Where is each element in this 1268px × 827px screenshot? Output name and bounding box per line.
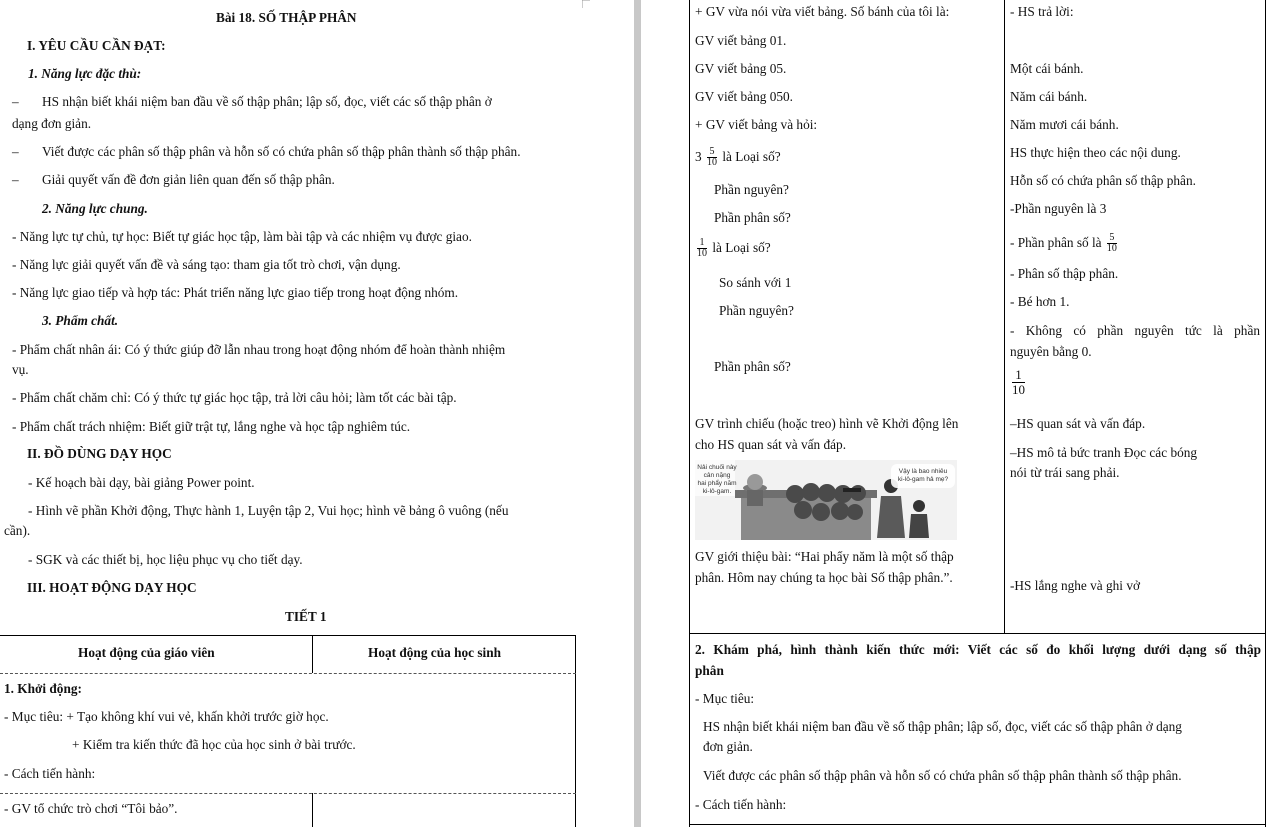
student-response: nguyên bằng 0. [1010,344,1092,359]
teacher-step: + GV viết bảng và hỏi: [695,117,818,132]
fraction-numerator: 1 [697,238,707,249]
section-materials: II. ĐỒ DÙNG DẠY HỌC [27,446,172,461]
material-3: - SGK và các thiết bị, học liệu phục vụ cho tiết dạy. [28,552,303,567]
table-border [0,635,576,636]
warmup-heading: 1. Khởi động: [4,681,82,696]
teacher-present-line-1: GV trình chiếu (hoặc treo) hình vẽ Khởi động lên [695,416,959,431]
teacher-question-label: là Loại số? [722,149,781,164]
discovery-procedure: - Cách tiến hành: [695,797,787,812]
student-describe-line-2: nói từ trái sang phải. [1010,465,1120,480]
teacher-intro-line-1: GV giới thiệu bài: “Hai phẩy năm là một số thập [695,549,954,564]
quality-1: - Phẩm chất nhân ái: Có ý thức giúp đỡ lẫn nhau trong hoạt động nhóm để hoàn thành nhiệm [12,342,506,357]
teacher-step: Phần nguyên? [719,303,794,318]
student-response: - Bé hơn 1. [1010,294,1070,309]
fraction-numerator: 5 [707,147,717,158]
fraction-numerator: 1 [1012,368,1025,383]
table-border [689,824,1266,825]
speech-bubble-text: Vậy là bao nhiêu [898,468,948,475]
period-label: TIẾT 1 [285,609,327,624]
table-column-divider [312,635,313,673]
teacher-step: Phần phân số? [714,359,791,374]
general-competence-1: - Năng lực tự chủ, tự học: Biết tự giác học tập, làm bài tập và các nhiệm vụ được giao. [12,229,472,244]
warmup-objective-1: - Mục tiêu: + Tạo không khí vui vẻ, khấn khởi trước giờ học. [4,709,329,724]
fraction-denominator: 10 [1106,243,1117,255]
fraction-denominator: 10 [1012,382,1025,397]
student-response: - Phân số thập phân. [1010,266,1119,281]
speech-bubble-text: ki-lô-gam hả mẹ? [897,476,949,483]
speech-bubble-text: Nải chuối này [697,464,737,471]
speech-bubble-left [697,464,737,496]
competence-item-3: Giải quyết vấn đề đơn giản liên quan đến số thập phân. [42,172,335,187]
bullet-dash: – [12,172,19,187]
student-response: Một cái bánh. [1010,61,1084,76]
page-corner-mark [582,0,590,8]
general-competence-2: - Năng lực giải quyết vấn đề và sáng tạo: tham gia tốt trò chơi, vận dụng. [12,257,401,272]
warmup-game: - GV tổ chức trò chơi “Tôi bảo”. [4,801,178,816]
quality-3: - Phẩm chất trách nhiệm: Biết giữ trật tự, lắng nghe và học tập nghiêm túc. [12,419,411,434]
right-page [641,0,1268,827]
teacher-question-label: là Loại số? [712,240,771,255]
discovery-objective-2: Viết được các phân số thập phân và hỗn số có chứa phân số thập phân thành số thập phân. [703,768,1182,783]
general-competence-3: - Năng lực giao tiếp và hợp tác: Phát triển năng lực giao tiếp trong hoạt động nhóm. [12,285,459,300]
material-2: - Hình vẽ phần Khởi động, Thực hành 1, Luyện tập 2, Vui học; hình vẽ bảng ô vuông (nếu [28,503,509,518]
speech-bubble-text: cân nặng [703,472,731,479]
bullet-dash: – [12,94,19,109]
teacher-step: Phần phân số? [714,210,791,225]
teacher-step: GV viết bảng 05. [695,61,787,76]
mixed-whole: 3 [695,149,702,164]
material-2-cont: cần). [4,523,31,538]
discovery-objective-1-cont: đơn giản. [703,739,753,754]
teacher-step: GV viết bảng 01. [695,33,787,48]
teacher-question-mixed-number [695,143,781,171]
speech-bubble-text: hai phẩy năm [697,480,737,487]
student-response-big-fraction [1010,368,1027,397]
student-observe: –HS quan sát và vấn đáp. [1010,416,1146,431]
speech-bubble-right [893,468,953,484]
student-response: - Không có phần nguyên tức là phần [1010,323,1260,338]
competence-item-1: HS nhận biết khái niệm ban đầu về số thập phân; lập số, đọc, viết các số thập phân ở [42,94,492,109]
fraction [1012,368,1025,397]
bullet-dash: – [12,144,19,159]
quality-2: - Phẩm chất chăm chỉ: Có ý thức tự giác học tập, trả lời câu hỏi; làm tốt các bài tập. [12,390,457,405]
quality-1-cont: vụ. [12,362,29,377]
competence-item-1-cont: dạng đơn giản. [12,116,92,131]
student-response: Năm mươi cái bánh. [1010,117,1119,132]
warmup-procedure: - Cách tiến hành: [4,766,96,781]
teacher-step: So sánh với 1 [719,275,792,290]
teacher-present-line-2: cho HS quan sát và vấn đáp. [695,437,847,452]
fraction [707,147,717,168]
warmup-objective-2: + Kiểm tra kiến thức đã học của học sinh ở bài trước. [72,737,356,752]
student-response: -Phần nguyên là 3 [1010,201,1107,216]
subsection-qualities: 3. Phẩm chất. [42,313,119,328]
lesson-title: Bài 18. SỐ THẬP PHÂN [216,10,357,25]
table-column-divider [1004,0,1005,633]
student-response: Năm cái bánh. [1010,89,1088,104]
teacher-step: + GV vừa nói vừa viết bảng. Số bánh của tôi là: [695,4,950,19]
section-activities: III. HOẠT ĐỘNG DẠY HỌC [27,580,197,595]
discovery-heading: 2. Khám phá, hình thành kiến thức mới: Viết các số đo khối lượng dưới dạng số thập [695,642,1261,657]
student-response: Hỗn số có chứa phân số thập phân. [1010,173,1196,188]
subsection-general-competence: 2. Năng lực chung. [42,201,148,216]
student-response-label: - Phần phân số là [1010,235,1102,250]
table-border [575,635,576,827]
student-response: HS thực hiện theo các nội dung. [1010,145,1181,160]
discovery-heading-cont: phân [695,663,724,678]
table-row-divider [0,793,576,794]
fraction-numerator: 5 [1107,233,1117,244]
teacher-question-fraction [695,234,771,262]
table-header-teacher: Hoạt động của giáo viên [78,645,215,660]
table-header-student: Hoạt động của học sinh [368,645,502,660]
table-border [1265,0,1266,827]
teacher-intro-line-2: phân. Hôm nay chúng ta học bài Số thập phân.”. [695,570,953,585]
table-border [689,633,690,827]
table-column-divider [312,793,313,827]
student-response: - HS trả lời: [1010,4,1074,19]
fraction-denominator: 10 [706,157,717,169]
material-1: - Kế hoạch bài dạy, bài giảng Power point. [28,475,255,490]
table-row-divider [0,673,576,674]
table-row-divider [689,633,1266,634]
student-listen: -HS lắng nghe và ghi vở [1010,578,1141,593]
table-border [689,0,690,633]
discovery-objective-1: HS nhận biết khái niệm ban đầu về số thập phân; lập số, đọc, viết các số thập phân ở dạng [703,719,1182,734]
teacher-step: GV viết bảng 050. [695,89,793,104]
warmup-illustration [695,460,957,540]
fraction [1107,233,1117,254]
fraction-denominator: 10 [697,248,707,260]
speech-bubble-text: ki-lô-gam. [702,488,732,495]
student-describe-line-1: –HS mô tả bức tranh Đọc các bóng [1010,445,1198,460]
subsection-specific-competence: 1. Năng lực đặc thù: [28,66,142,81]
competence-item-2: Viết được các phân số thập phân và hỗn số có chứa phân số thập phân thành số thập phân. [42,144,521,159]
fraction [697,238,707,259]
section-requirements: I. YÊU CẦU CẦN ĐẠT: [27,38,166,53]
student-response-fraction [1010,229,1119,257]
teacher-step: Phần nguyên? [714,182,789,197]
discovery-objective-label: - Mục tiêu: [695,691,755,706]
